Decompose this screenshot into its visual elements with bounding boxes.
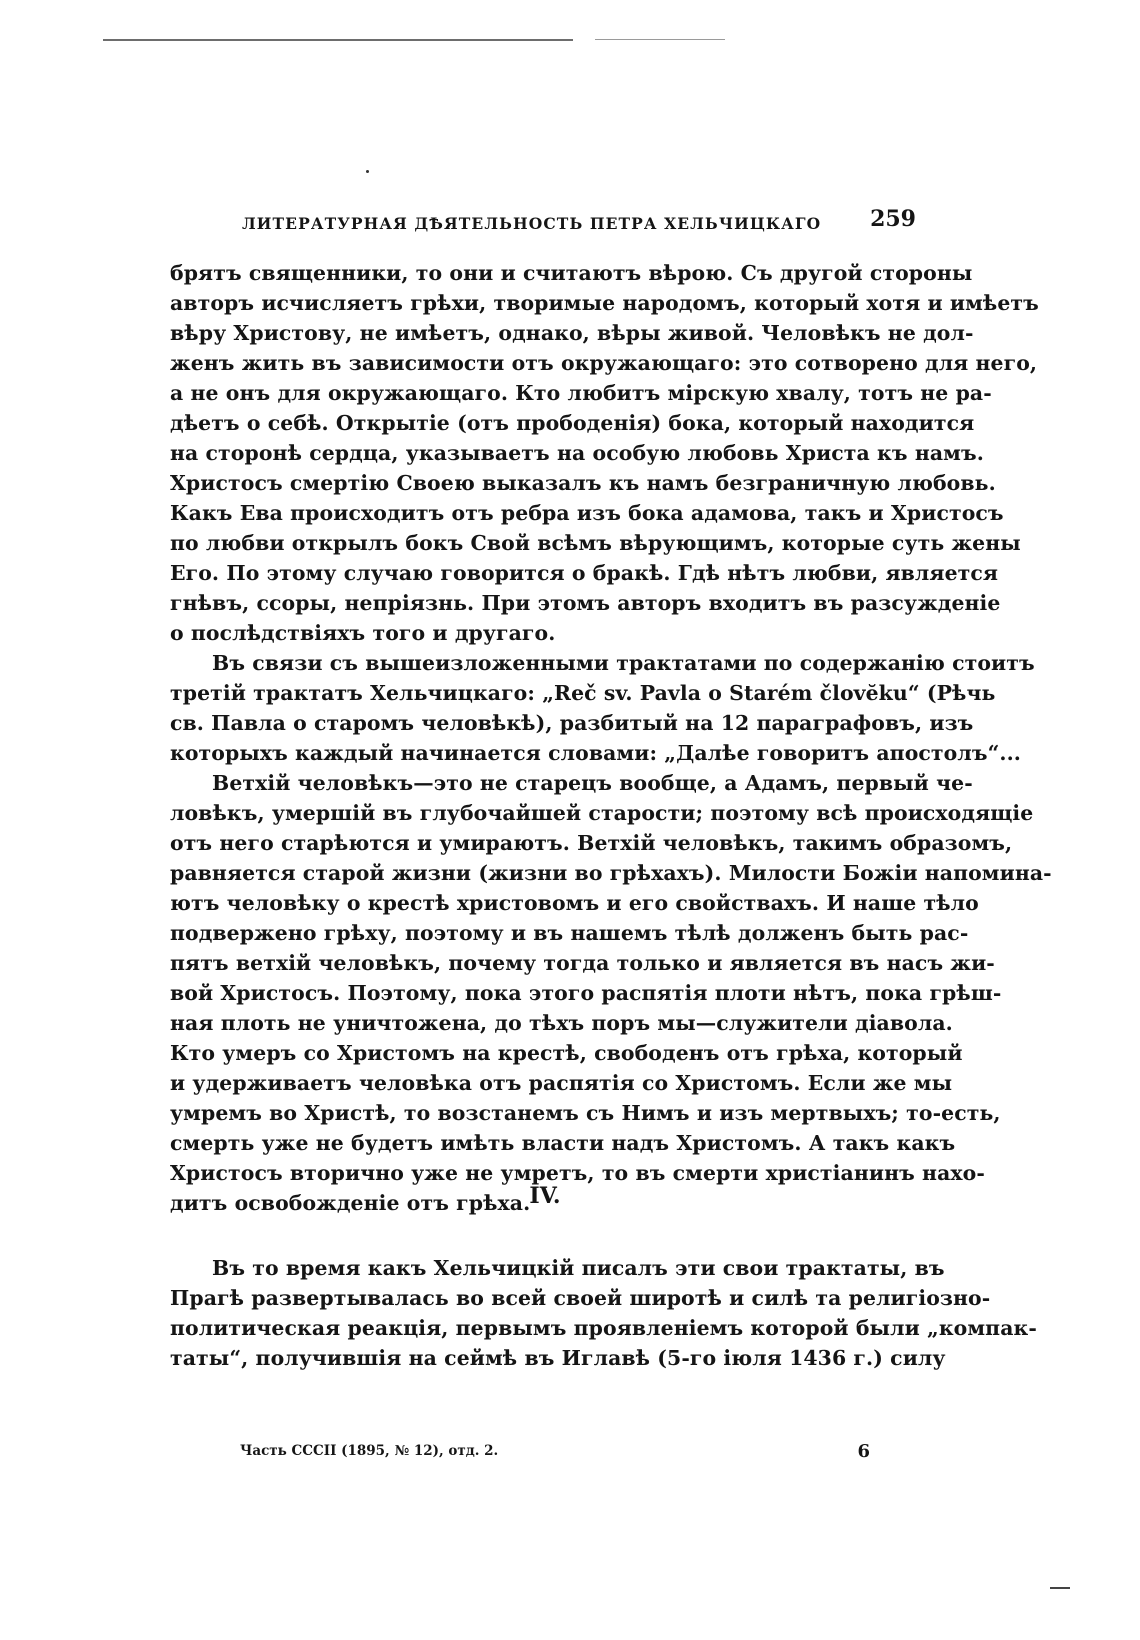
text-line: брятъ священники, то они и считаютъ вѣрою. Съ другой стороны (170, 261, 973, 285)
text-line: политическая реакція, первымъ проявленіемъ которой были „компак- (170, 1316, 1037, 1340)
text-line: подвержено грѣху, поэтому и въ нашемъ тѣлѣ долженъ быть рас- (170, 921, 969, 945)
text-line: Кто умеръ со Христомъ на крестѣ, свободенъ отъ грѣха, который (170, 1041, 963, 1065)
text-line: а не онъ для окружающаго. Кто любитъ мірскую хвалу, тотъ не ра- (170, 381, 992, 405)
text-line: на сторонѣ сердца, указываетъ на особую любовь Христа къ намъ. (170, 441, 984, 465)
text-line: отъ него старѣются и умираютъ. Ветхій человѣкъ, такимъ образомъ, (170, 831, 1013, 855)
text-line: которыхъ каждый начинается словами: „Далѣе говоритъ апостолъ“... (170, 741, 1021, 765)
text-line: дитъ освобожденіе отъ грѣха. (170, 1191, 531, 1215)
body-text (170, 258, 1052, 1218)
text-line: ная плоть не уничтожена, до тѣхъ поръ мы—служители діавола. (170, 1011, 953, 1035)
text-line: равняется старой жизни (жизни во грѣхахъ). Милости Божіи напомина- (170, 861, 1052, 885)
text-line: св. Павла о старомъ человѣкѣ), разбитый на 12 параграфовъ, изъ (170, 711, 974, 735)
text-line: Въ то время какъ Хельчицкій писалъ эти свои трактаты, въ (212, 1256, 945, 1280)
text-line: дѣетъ о себѣ. Открытіе (отъ прободенія) бока, который находится (170, 411, 975, 435)
text-line: Христосъ вторично уже не умретъ, то въ смерти христіанинъ нахо- (170, 1161, 985, 1185)
scan-edge-line (103, 39, 573, 41)
body-text-section (170, 1253, 1037, 1373)
signature-mark: 6 (857, 1441, 870, 1462)
text-line: Въ связи съ вышеизложенными трактатами по содержанію стоитъ (212, 651, 1035, 675)
running-title: ЛИТЕРАТУРНАЯ ДѢЯТЕЛЬНОСТЬ ПЕТРА ХЕЛЬЧИЦКАГО (242, 214, 822, 233)
text-line: умремъ во Христѣ, то возстанемъ съ Нимъ и изъ мертвыхъ; то-есть, (170, 1101, 1001, 1125)
running-head (170, 206, 920, 240)
text-line: смерть уже не будетъ имѣть власти надъ Христомъ. А такъ какъ (170, 1131, 956, 1155)
text-line: таты“, получившія на сеймѣ въ Иглавѣ (5-го іюля 1436 г.) силу (170, 1346, 946, 1370)
text-line: Прагѣ развертывалась во всей своей широтѣ и силѣ та религіозно- (170, 1286, 991, 1310)
text-line: третій трактатъ Хельчицкаго: „Reč sv. Pavla o Starém človĕku“ (Рѣчь (170, 681, 996, 705)
scan-edge-line-faint (595, 39, 725, 40)
text-line: Его. По этому случаю говорится о бракѣ. Гдѣ нѣтъ любви, является (170, 561, 999, 585)
text-line: и удерживаетъ человѣка отъ распятія со Христомъ. Если же мы (170, 1071, 953, 1095)
text-line: вѣру Христову, не имѣетъ, однако, вѣры живой. Человѣкъ не дол- (170, 321, 974, 345)
scan-speck (366, 170, 369, 173)
text-line: по любви открылъ бокъ Свой всѣмъ вѣрующимъ, которые суть жены (170, 531, 1021, 555)
text-line: Христосъ смертію Своею выказалъ къ намъ безграничную любовь. (170, 471, 996, 495)
footer-signature: Часть СССII (1895, № 12), отд. 2. (240, 1443, 499, 1459)
text-line: Какъ Ева происходитъ отъ ребра изъ бока адамова, такъ и Христосъ (170, 501, 1004, 525)
footer (230, 1441, 870, 1465)
text-line: вой Христосъ. Поэтому, пока этого распятія плоти нѣтъ, пока грѣш- (170, 981, 1002, 1005)
text-line: авторъ исчисляетъ грѣхи, творимые народомъ, который хотя и имѣетъ (170, 291, 1039, 315)
section-heading: IV. (529, 1183, 561, 1209)
text-line: женъ жить въ зависимости отъ окружающаго: это сотворено для него, (170, 351, 1038, 375)
text-line: гнѣвъ, ссоры, непріязнь. При этомъ авторъ входитъ въ разсужденіе (170, 591, 1001, 615)
scan-margin-mark (1050, 1587, 1070, 1589)
text-line: ловѣкъ, умершій въ глубочайшей старости; поэтому всѣ происходящіе (170, 801, 1034, 825)
text-line: ютъ человѣку о крестѣ христовомъ и его свойствахъ. И наше тѣло (170, 891, 979, 915)
text-line: пятъ ветхій человѣкъ, почему тогда только и является въ насъ жи- (170, 951, 995, 975)
page-number: 259 (870, 206, 916, 232)
text-line: Ветхій человѣкъ—это не старецъ вообще, а Адамъ, первый че- (212, 771, 973, 795)
text-line: о послѣдствіяхъ того и другаго. (170, 621, 556, 645)
